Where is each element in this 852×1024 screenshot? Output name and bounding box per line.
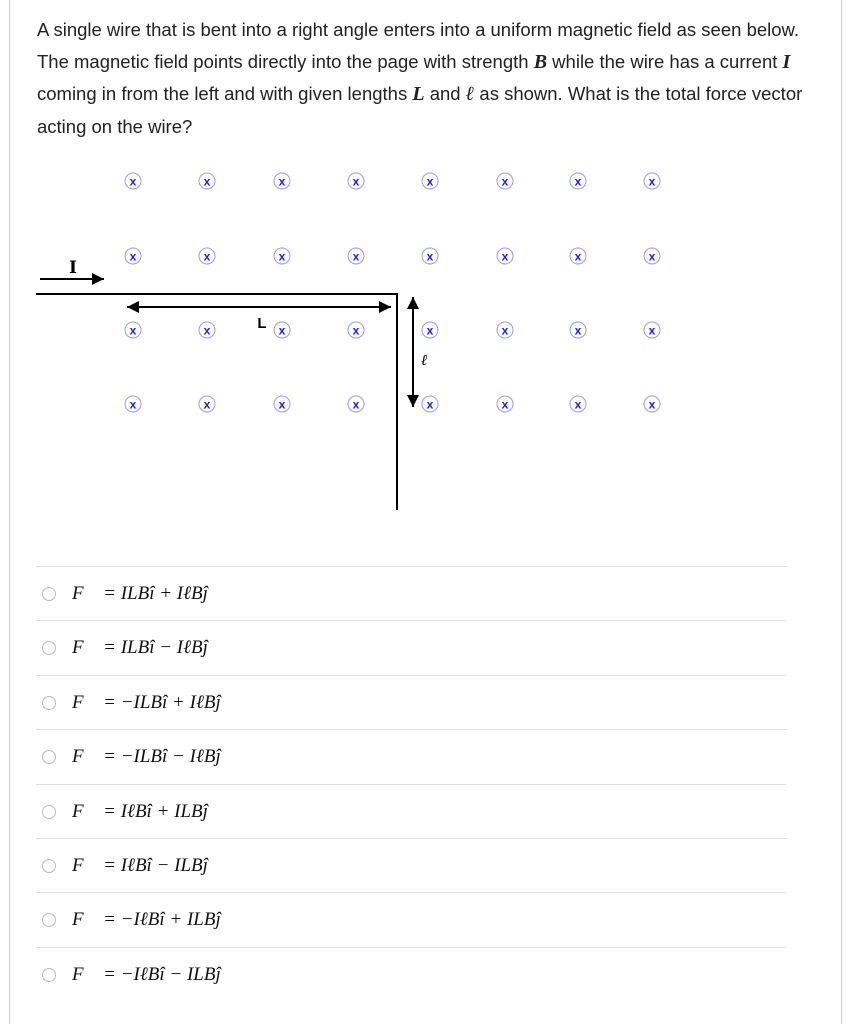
field-x-mark: x — [501, 249, 509, 264]
field-x-mark: x — [278, 249, 286, 264]
q-var-ell: ℓ — [465, 83, 475, 105]
answer-option[interactable] — [36, 838, 786, 893]
q-var-b: B — [533, 50, 548, 73]
field-x-mark: x — [501, 323, 509, 338]
option-equation: F⃗ = IℓBî + ILBĵ — [72, 800, 208, 822]
option-equation: F⃗ = −ILBî − IℓBĵ — [72, 746, 221, 768]
radio-button[interactable] — [42, 805, 56, 819]
field-x-mark: x — [574, 323, 582, 338]
q-text-4: as shown. What is the total force vector acting on the wire? — [37, 83, 803, 137]
answer-option[interactable] — [36, 947, 786, 1002]
q-text-1: A single wire that is bent into a right angle enters into a uniform magnetic field as seen below. The magnetic field points directly into the page with strength — [37, 19, 800, 72]
field-x-mark: x — [648, 174, 656, 189]
field-x-mark: x — [203, 174, 211, 189]
field-x-mark: x — [278, 323, 286, 338]
field-x-mark: x — [648, 323, 656, 338]
option-equation: F⃗ = −IℓBî + ILBĵ — [72, 909, 221, 931]
radio-button[interactable] — [42, 913, 56, 927]
answer-option[interactable] — [36, 675, 786, 730]
q-text-3: coming in from the left and with given lengths — [37, 83, 413, 104]
q-var-l: L — [412, 83, 425, 105]
q-text-2: while the wire has a current — [547, 50, 783, 72]
field-x-mark: x — [278, 174, 286, 189]
radio-button[interactable] — [42, 641, 56, 655]
radio-button[interactable] — [42, 859, 56, 873]
field-x-mark: x — [203, 397, 211, 412]
field-x-mark: x — [278, 397, 286, 412]
field-x-mark: x — [129, 249, 137, 264]
answer-option[interactable] — [36, 620, 786, 675]
field-x-mark: x — [203, 323, 211, 338]
q-var-i: I — [782, 50, 791, 73]
field-x-mark: x — [203, 249, 211, 264]
option-equation: F⃗ = −IℓBî − ILBĵ — [72, 963, 221, 985]
field-x-mark: x — [129, 397, 137, 412]
field-x-mark: x — [129, 174, 137, 189]
field-x-mark: x — [426, 323, 434, 338]
question-text — [37, 14, 807, 142]
length-ell-label: ℓ — [420, 353, 428, 369]
option-equation: F⃗ = ILBî − IℓBĵ — [72, 637, 208, 659]
field-x-mark: x — [352, 249, 360, 264]
field-x-mark: x — [426, 249, 434, 264]
field-x-mark: x — [501, 174, 509, 189]
field-x-mark: x — [352, 174, 360, 189]
field-x-mark: x — [574, 249, 582, 264]
radio-button[interactable] — [42, 587, 56, 601]
radio-button[interactable] — [42, 696, 56, 710]
option-equation: F⃗ = ILBî + IℓBĵ — [72, 583, 208, 604]
field-x-mark: x — [352, 323, 360, 338]
field-x-mark: x — [648, 249, 656, 264]
field-x-mark: x — [574, 174, 582, 189]
field-x-mark: x — [129, 323, 137, 338]
field-x-mark: x — [574, 397, 582, 412]
answer-option[interactable] — [36, 892, 786, 947]
answer-option[interactable] — [36, 784, 786, 839]
field-x-mark: x — [352, 397, 360, 412]
radio-button[interactable] — [42, 968, 56, 982]
wire-diagram — [0, 160, 852, 520]
current-label: I — [69, 258, 77, 278]
field-x-mark: x — [501, 397, 509, 412]
radio-button[interactable] — [42, 750, 56, 764]
length-l-label: L — [257, 315, 267, 332]
q-text-and: and — [424, 83, 466, 104]
answer-option[interactable] — [36, 566, 786, 621]
magnetic-field-grid — [125, 173, 660, 412]
field-x-mark: x — [426, 174, 434, 189]
option-equation: F⃗ = IℓBî − ILBĵ — [72, 855, 208, 876]
field-x-mark: x — [648, 397, 656, 412]
field-x-mark: x — [426, 397, 434, 412]
answer-option[interactable] — [36, 729, 786, 784]
option-equation: F⃗ = −ILBî + IℓBĵ — [72, 691, 221, 713]
